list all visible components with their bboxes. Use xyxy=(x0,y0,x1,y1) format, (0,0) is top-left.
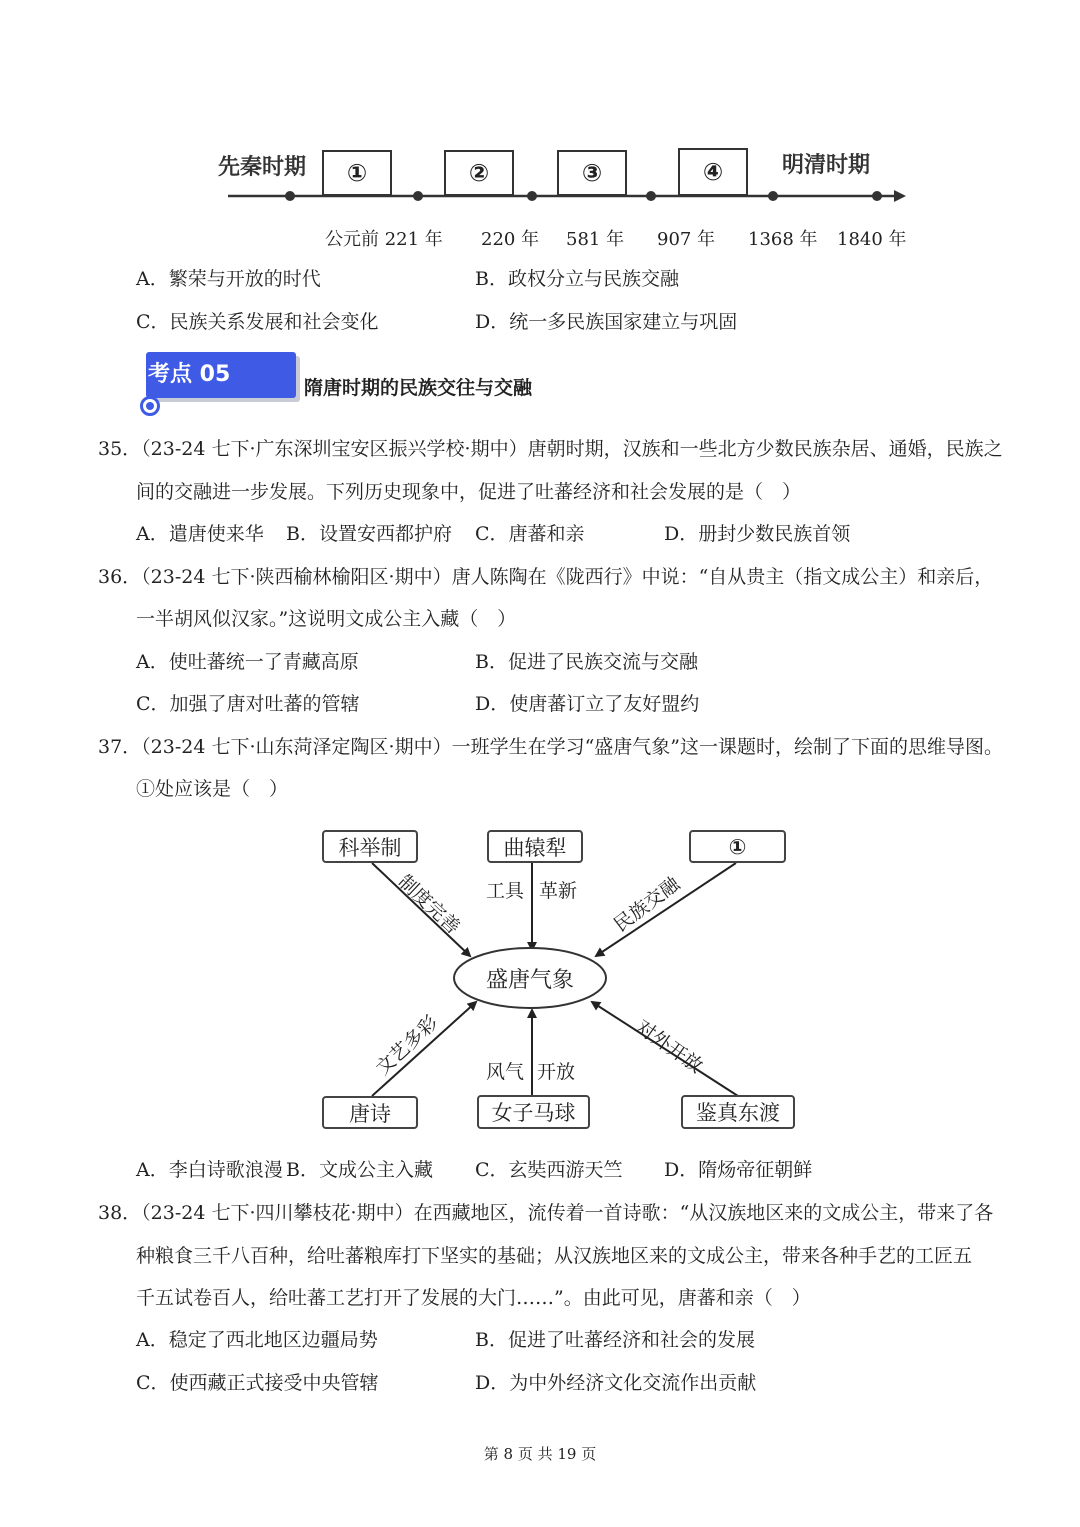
mind-map-node-bottom-mid: 女子马球 xyxy=(477,1095,590,1129)
timeline-year: 220 年 xyxy=(481,229,540,250)
section-badge-label: 考点 05 xyxy=(146,352,296,398)
q38-option-d: D．为中外经济文化交流作出贡献 xyxy=(475,1372,757,1394)
mind-map-label-bottom-right: 对外开放 xyxy=(631,1015,707,1078)
timeline-box-2: ② xyxy=(444,150,514,196)
timeline-box-1: ① xyxy=(322,150,392,196)
q35-stem-line2: 间的交融进一步发展。下列历史现象中，促进了吐蕃经济和社会发展的是（ ） xyxy=(136,481,802,503)
mind-map-label-top-left: 制度完善 xyxy=(393,870,465,939)
timeline-box-3: ③ xyxy=(557,150,627,196)
mind-map-center: 盛唐气象 xyxy=(485,967,574,993)
q37-option-b: B．文成公主入藏 xyxy=(286,1159,433,1181)
mind-map-label-bottom-left: 文艺多彩 xyxy=(371,1011,443,1080)
q37-stem-line1: 37．（23-24 七下·山东菏泽定陶区·期中）一班学生在学习“盛唐气象”这一课题时，绘制了下面的思维导图。 xyxy=(98,736,1003,758)
timeline-year: 907 年 xyxy=(657,229,716,250)
timeline-year: 1840 年 xyxy=(837,229,907,250)
timeline-year: 公元前 221 年 xyxy=(325,229,443,250)
q38-stem-line1: 38．（23-24 七下·四川攀枝花·期中）在西藏地区，流传着一首诗歌：“从汉族地区来的文成公主，带来了各 xyxy=(98,1202,994,1224)
mind-map-label-bottom-mid-2: 开放 xyxy=(537,1061,576,1083)
mind-map-label-bottom-mid-1: 风气 xyxy=(486,1061,525,1083)
q38-option-a: A．稳定了西北地区边疆局势 xyxy=(136,1329,378,1351)
q36-stem-line2: 一半胡风似汉家。”这说明文成公主入藏（ ） xyxy=(136,608,517,630)
q36-option-b: B．促进了民族交流与交融 xyxy=(475,651,698,673)
mind-map-node-top-left: 科举制 xyxy=(322,830,418,863)
q35-option-a: A．遣唐使来华 xyxy=(136,523,264,545)
timeline-year: 581 年 xyxy=(566,229,625,250)
q34-option-b: B．政权分立与民族交融 xyxy=(475,268,679,290)
q35-option-d: D．册封少数民族首领 xyxy=(664,523,851,545)
mind-map-node-bottom-right: 鉴真东渡 xyxy=(681,1095,795,1129)
page-footer: 第 8 页 共 19 页 xyxy=(483,1445,597,1463)
q35-option-b: B．设置安西都护府 xyxy=(286,523,452,545)
q37-stem-line2: ①处应该是（ ） xyxy=(136,778,289,800)
q34-option-c: C．民族关系发展和社会变化 xyxy=(136,311,379,333)
mind-map-node-top-right: ① xyxy=(689,830,786,863)
q38-option-c: C．使西藏正式接受中央管辖 xyxy=(136,1372,379,1394)
mind-map-label-top-mid-1: 工具 xyxy=(486,880,525,902)
q36-option-d: D．使唐蕃订立了友好盟约 xyxy=(475,693,700,715)
q35-option-c: C．唐蕃和亲 xyxy=(475,523,585,545)
mind-map-label-top-mid-2: 革新 xyxy=(539,880,578,902)
q38-option-b: B．促进了吐蕃经济和社会的发展 xyxy=(475,1329,755,1351)
q34-option-d: D．统一多民族国家建立与巩固 xyxy=(475,311,738,333)
mind-map-node-bottom-left: 唐诗 xyxy=(322,1096,418,1129)
q38-stem-line3: 千五试卷百人，给吐蕃工艺打开了发展的大门……”。由此可见，唐蕃和亲（ ） xyxy=(136,1287,811,1309)
q37-option-d: D．隋炀帝征朝鲜 xyxy=(664,1159,813,1181)
q34-option-a: A．繁荣与开放的时代 xyxy=(136,268,321,290)
q35-stem-line1: 35．（23-24 七下·广东深圳宝安区振兴学校·期中）唐朝时期，汉族和一些北方少数民族杂居、通婚，民族之 xyxy=(98,438,1003,460)
q38-stem-line2: 种粮食三千八百种，给吐蕃粮库打下坚实的基础；从汉族地区来的文成公主，带来各种手艺的工匠五 xyxy=(136,1245,973,1267)
section-title: 隋唐时期的民族交往与交融 xyxy=(304,377,533,399)
mind-map-node-top-mid: 曲辕犁 xyxy=(487,830,583,863)
timeline-right-label: 明清时期 xyxy=(782,153,871,178)
q36-option-c: C．加强了唐对吐蕃的管辖 xyxy=(136,693,360,715)
timeline-box-4: ④ xyxy=(678,148,748,196)
timeline-left-label: 先秦时期 xyxy=(218,155,307,180)
mind-map-label-top-right: 民族交融 xyxy=(609,873,684,937)
q36-stem-line1: 36．（23-24 七下·陕西榆林榆阳区·期中）唐人陈陶在《陇西行》中说：“自从贵主（指文成公主）和亲后， xyxy=(98,566,994,588)
q36-option-a: A．使吐蕃统一了青藏高原 xyxy=(136,651,359,673)
timeline-year: 1368 年 xyxy=(748,229,818,250)
q37-option-c: C．玄奘西游天竺 xyxy=(475,1159,623,1181)
q37-option-a: A．李白诗歌浪漫 xyxy=(136,1159,283,1181)
